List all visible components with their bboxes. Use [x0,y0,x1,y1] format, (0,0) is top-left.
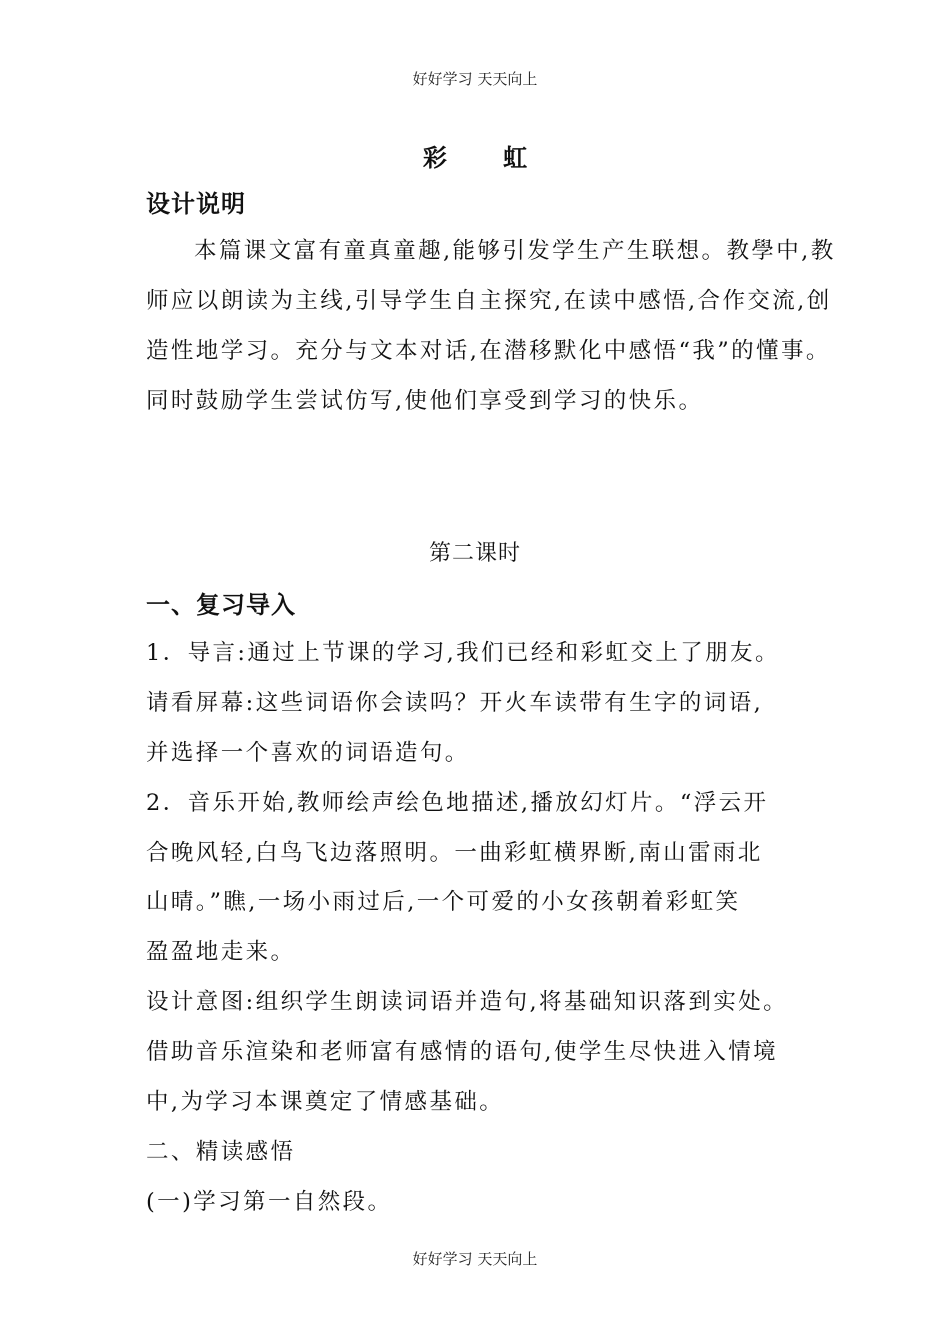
section-2-subheading: (一)学习第一自然段。 [146,1189,393,1215]
design-intent-line: 中,为学习本课奠定了情感基础。 [146,1089,505,1115]
section-1-line: 盈盈地走来。 [146,939,296,965]
section-1-line: 请看屏幕:这些词语你会读吗？开火车读带有生字的词语, [146,690,764,716]
section-1-line: 山晴。”瞧,一场小雨过后,一个可爱的小女孩朝着彩虹笑 [146,889,741,915]
design-intent-line: 借助音乐渲染和老师富有感情的语句,使学生尽快进入情境 [146,1039,779,1065]
section-1-line: 合晚风轻,白鸟飞边落照明。一曲彩虹横界断,南山雷雨北 [146,840,763,866]
page-footer: 好好学习 天天向上 [412,1250,538,1268]
design-note-heading: 设计说明 [146,189,246,218]
design-note-body: 本篇课文富有童真童趣,能够引发学生产生联想。教學中,教师应以朗读为主线,引导学生自主探究,在读中感悟,合作交流,创造性地学习。充分与文本对话,在潜移默化中感悟“我”的懂事。同时鼓励学生尝试仿写,使他们享受到学习的快乐。 [146,238,836,414]
page-title: 彩 虹 [422,143,552,172]
design-intent-line: 设计意图:组织学生朗读词语并造句,将基础知识落到实处。 [146,989,789,1015]
section-2-heading: 二、精读感悟 [146,1139,296,1165]
section-1-heading: 一、复习导入 [146,590,296,619]
page-header: 好好学习 天天向上 [412,70,538,88]
lesson-label: 第二课时 [428,541,521,566]
section-1-line: 2．音乐开始,教师绘声绘色地描述,播放幻灯片。“浮云开 [146,790,769,816]
section-1-line: 并选择一个喜欢的词语造句。 [146,740,470,766]
section-1-line: 1．导言:通过上节课的学习,我们已经和彩虹交上了朋友。 [146,640,780,666]
